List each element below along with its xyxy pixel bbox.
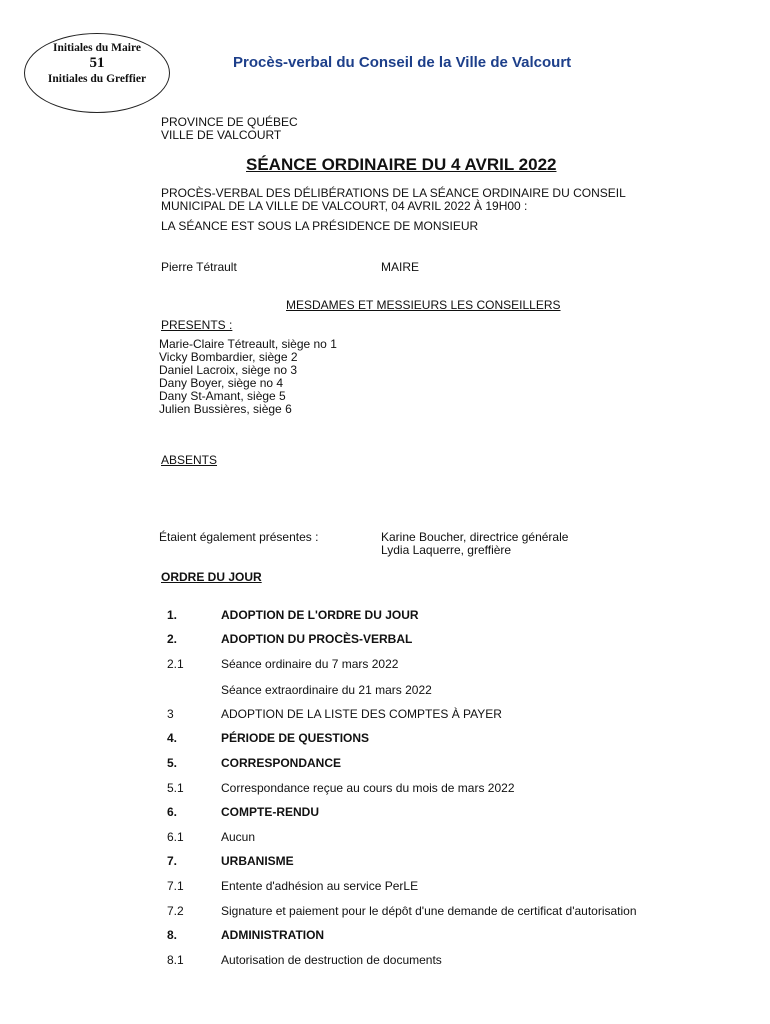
agenda-item-text: Aucun: [221, 830, 256, 844]
councillor-entry: Julien Bussières, siège 6: [159, 402, 292, 416]
agenda-item-number: 7.1: [167, 879, 184, 893]
city-line: VILLE DE VALCOURT: [161, 128, 282, 142]
agenda-item-number: 8.: [167, 928, 178, 942]
agenda-item-number: 3: [167, 707, 174, 721]
councillor-entry: Daniel Lacroix, siège no 3: [159, 363, 298, 377]
agenda-item-text: Séance ordinaire du 7 mars 2022: [221, 657, 399, 671]
agenda-item-number: 5.: [167, 756, 178, 770]
agenda-item-number: 5.1: [167, 781, 184, 795]
councillors-heading: MESDAMES ET MESSIEURS LES CONSEILLERS: [286, 298, 561, 312]
meeting-title: SÉANCE ORDINAIRE DU 4 AVRIL 2022: [246, 155, 557, 174]
agenda-item-number: 2.1: [167, 657, 184, 671]
agenda-item-text: CORRESPONDANCE: [221, 756, 342, 770]
agenda-item-text: ADOPTION DE LA LISTE DES COMPTES À PAYER: [221, 707, 502, 721]
agenda-item-text: URBANISME: [221, 854, 294, 868]
agenda-item-number: 6.1: [167, 830, 184, 844]
agenda-item-text: COMPTE-RENDU: [221, 805, 319, 819]
province-line: PROVINCE DE QUÉBEC: [161, 115, 298, 129]
presidency-line: LA SÉANCE EST SOUS LA PRÉSIDENCE DE MONSIEUR: [161, 219, 479, 233]
agenda-item-text: Correspondance reçue au cours du mois de mars 2022: [221, 781, 515, 795]
mayor-role: MAIRE: [381, 260, 420, 274]
agenda-item-number: 7.: [167, 854, 178, 868]
agenda-item-text: Entente d'adhésion au service PerLE: [221, 879, 419, 893]
councillor-entry: Marie-Claire Tétreault, siège no 1: [159, 337, 337, 351]
intro-line-1: PROCÈS-VERBAL DES DÉLIBÉRATIONS DE LA SÉANCE ORDINAIRE DU CONSEIL: [161, 186, 626, 200]
councillor-entry: Vicky Bombardier, siège 2: [159, 350, 298, 364]
mayor-name: Pierre Tétrault: [161, 260, 237, 274]
clerk-initials-label: Initiales du Greffier: [47, 73, 147, 85]
agenda-item-number: 6.: [167, 805, 178, 819]
agenda-item-text: ADOPTION DE L'ORDRE DU JOUR: [221, 608, 419, 622]
agenda-item-text: Séance extraordinaire du 21 mars 2022: [221, 683, 432, 697]
agenda-item-text: Autorisation de destruction de documents: [221, 953, 442, 967]
also-present-person: Karine Boucher, directrice générale: [381, 530, 569, 544]
also-present-person: Lydia Laquerre, greffière: [381, 543, 512, 557]
agenda-item-text: PÉRIODE DE QUESTIONS: [221, 731, 370, 745]
agenda-label: ORDRE DU JOUR: [161, 570, 262, 584]
intro-line-2: MUNICIPAL DE LA VILLE DE VALCOURT, 04 AVRIL 2022 À 19H00 :: [161, 199, 528, 213]
also-present-label: Étaient également présentes :: [159, 530, 319, 544]
agenda-item-number: 8.1: [167, 953, 184, 967]
agenda-item-text: ADOPTION DU PROCÈS-VERBAL: [221, 632, 413, 646]
initials-stamp: [24, 33, 170, 113]
agenda-item-text: ADMINISTRATION: [221, 928, 325, 942]
agenda-item-number: 4.: [167, 731, 178, 745]
agenda-item-text: Signature et paiement pour le dépôt d'une demande de certificat d'autorisation: [221, 904, 637, 918]
agenda-item-number: 7.2: [167, 904, 184, 918]
mayor-initials-label: Initiales du Maire: [53, 42, 141, 54]
agenda-item-number: 2.: [167, 632, 178, 646]
presents-label: PRESENTS :: [161, 318, 233, 332]
councillor-entry: Dany St-Amant, siège 5: [159, 389, 286, 403]
page-number: 51: [89, 55, 105, 71]
document-header-title: Procès-verbal du Conseil de la Ville de Valcourt: [233, 54, 572, 71]
agenda-item-number: 1.: [167, 608, 178, 622]
absents-label: ABSENTS: [161, 453, 218, 467]
councillor-entry: Dany Boyer, siège no 4: [159, 376, 284, 390]
